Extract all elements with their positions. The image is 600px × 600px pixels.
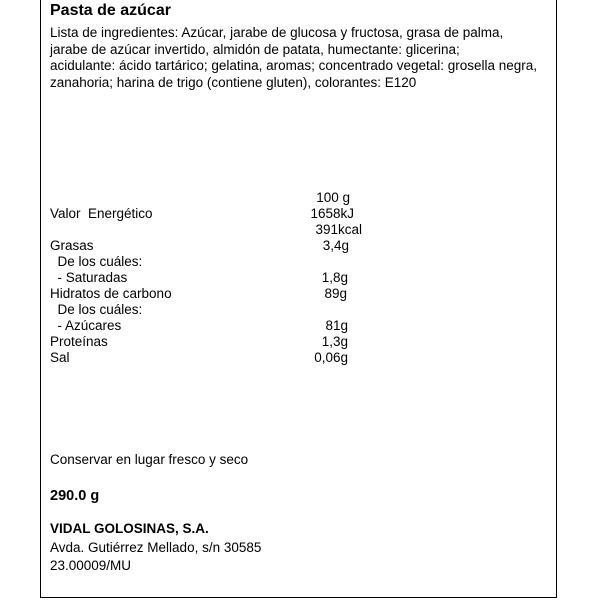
ingredients-list — [50, 25, 550, 91]
net-weight: 290.0 g — [50, 488, 100, 504]
nutrition-row-label: Sal — [50, 350, 70, 365]
nutrition-row-label: - Azúcares — [50, 318, 122, 333]
ingredients-line: Lista de ingredientes: Azúcar, jarabe de glucosa y fructosa, grasa de palma, — [50, 25, 504, 40]
product-title: Pasta de azúcar — [50, 2, 171, 19]
company-address: Avda. Gutiérrez Mellado, s/n 30585 — [50, 540, 262, 555]
nutrition-row-value: 1,3g — [321, 334, 348, 349]
registry-number: 23.00009/MU — [50, 558, 132, 573]
ingredients-line: jarabe de azúcar invertido, almidón de patata, humectante: glicerina; — [50, 41, 460, 57]
ingredients-line: zanahoria; harina de trigo (contiene gluten), colorantes: E120 — [50, 74, 417, 90]
ingredients-line: acidulante: ácido tartárico; gelatina, aromas; concentrado vegetal: grosella negra, — [50, 58, 538, 73]
company-name: VIDAL GOLOSINAS, S.A. — [50, 521, 209, 536]
nutrition-row-label: Grasas — [50, 238, 94, 253]
nutrition-row-label: Proteínas — [50, 334, 108, 349]
nutrition-row-value: 1,8g — [321, 270, 348, 285]
nutrition-row-value: 0,06g — [314, 350, 348, 365]
nutrition-row-value: 81g — [325, 318, 348, 333]
nutrition-per-label: 100 g — [316, 190, 350, 205]
nutrition-row-value: 89g — [324, 286, 347, 301]
nutrition-row-label: Valor Energético — [50, 206, 153, 221]
nutrition-row-label: De los cuáles: — [50, 302, 143, 317]
nutrition-row-value: 3,4g — [322, 238, 349, 253]
nutrition-row-label: De los cuáles: — [50, 254, 143, 269]
nutrition-row-label: - Saturadas — [50, 270, 128, 285]
nutrition-row-value: 1658kJ — [310, 206, 354, 221]
nutrition-row-value: 391kcal — [315, 222, 362, 237]
storage-instructions: Conservar en lugar fresco y seco — [50, 452, 249, 467]
nutrition-row-label: Hidratos de carbono — [50, 286, 172, 301]
